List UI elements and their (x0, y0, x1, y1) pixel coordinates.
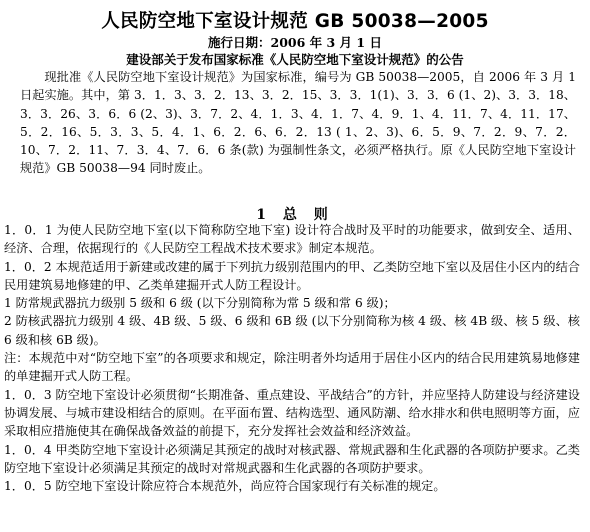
clause-1-0-5: 1．0．5 防空地下室设计除应符合本规范外，尚应符合国家现行有关标准的规定。 (4, 479, 446, 494)
notice-title: 建设部关于发布国家标准《人民防空地下室设计规范》的公告 (126, 52, 464, 67)
chapter-body (4, 221, 580, 495)
chapter-heading: 1 总 则 (256, 207, 334, 223)
clause-item-1: 1 防常规武器抗力级别 5 级和 6 级 (以下分别简称为常 5 级和常 6 级)； (4, 296, 396, 311)
clause-1-0-2: 1．0．2 本规范适用于新建或改建的属于下列抗力级别范围内的甲、乙类防空地下室以及居住小区内的结合民用建筑易地修建的甲、乙类单建掘开式人防工程设计。 (4, 259, 580, 292)
clause-1-0-3: 1．0．3 防空地下室设计必须贯彻“长期准备、重点建设、平战结合”的方针，并应坚持人防建设与经济建设协调发展、与城市建设相结合的原则。在平面布置、结构选型、通风防潮、给水排水和供电照明等方面，应采取相应措施使其在确保战备效益的前提下，充分发挥社会效益和经济效益。 (4, 387, 580, 439)
clause-note: 注：本规范中对“防空地下室”的各项要求和规定，除注明者外均适用于居住小区内的结合民用建筑易地修建的单建掘开式人防工程。 (4, 351, 580, 384)
clause-1-0-1: 1．0．1 为使人民防空地下室(以下简称防空地下室) 设计符合战时及平时的功能要求，做到安全、适用、经济、合理，依据现行的《人民防空工程战术技术要求》制定本规范。 (4, 223, 580, 256)
clause-item-2: 2 防核武器抗力级别 4 级、4B 级、5 级、6 级和 6B 级 (以下分别简称为核 4 级、核 4B 级、核 5 级、核 6 级和核 6B 级)。 (4, 314, 580, 347)
effective-date: 施行日期：2006 年 3 月 1 日 (208, 35, 382, 50)
notice-paragraph: 现批准《人民防空地下室设计规范》为国家标准，编号为 GB 50038—2005，自 2006 年 3 月 1 日起实施。其中，第 3．1．3、3．2．13、3．2．15、3．3．1(1)、3．3．6 (1、2)、3．3．18、3．3．26、3．6．6 (2、3)、3．7．2、4．1．3、4．1．7、4．9．1、4．11．7、4．11．17、5．2．16、5．3．3、5．4．1、6．2．6、6．2．13 ( 1、2、3)、6．5．9、7．2．9、7．2．10、7．2．11、7．3．4、7．6．6 条(款) 为强制性条文，必须严格执行。原《人民防空地下室设计规范》GB 50038—94 同时废止。 (20, 70, 576, 176)
clause-1-0-4: 1．0．4 甲类防空地下室设计必须满足其预定的战时对核武器、常规武器和生化武器的各项防护要求。乙类防空地下室设计必须满足其预定的战时对常规武器和生化武器的各项防护要求。 (4, 442, 580, 475)
document-title: 人民防空地下室设计规范 GB 50038—2005 (101, 11, 489, 32)
